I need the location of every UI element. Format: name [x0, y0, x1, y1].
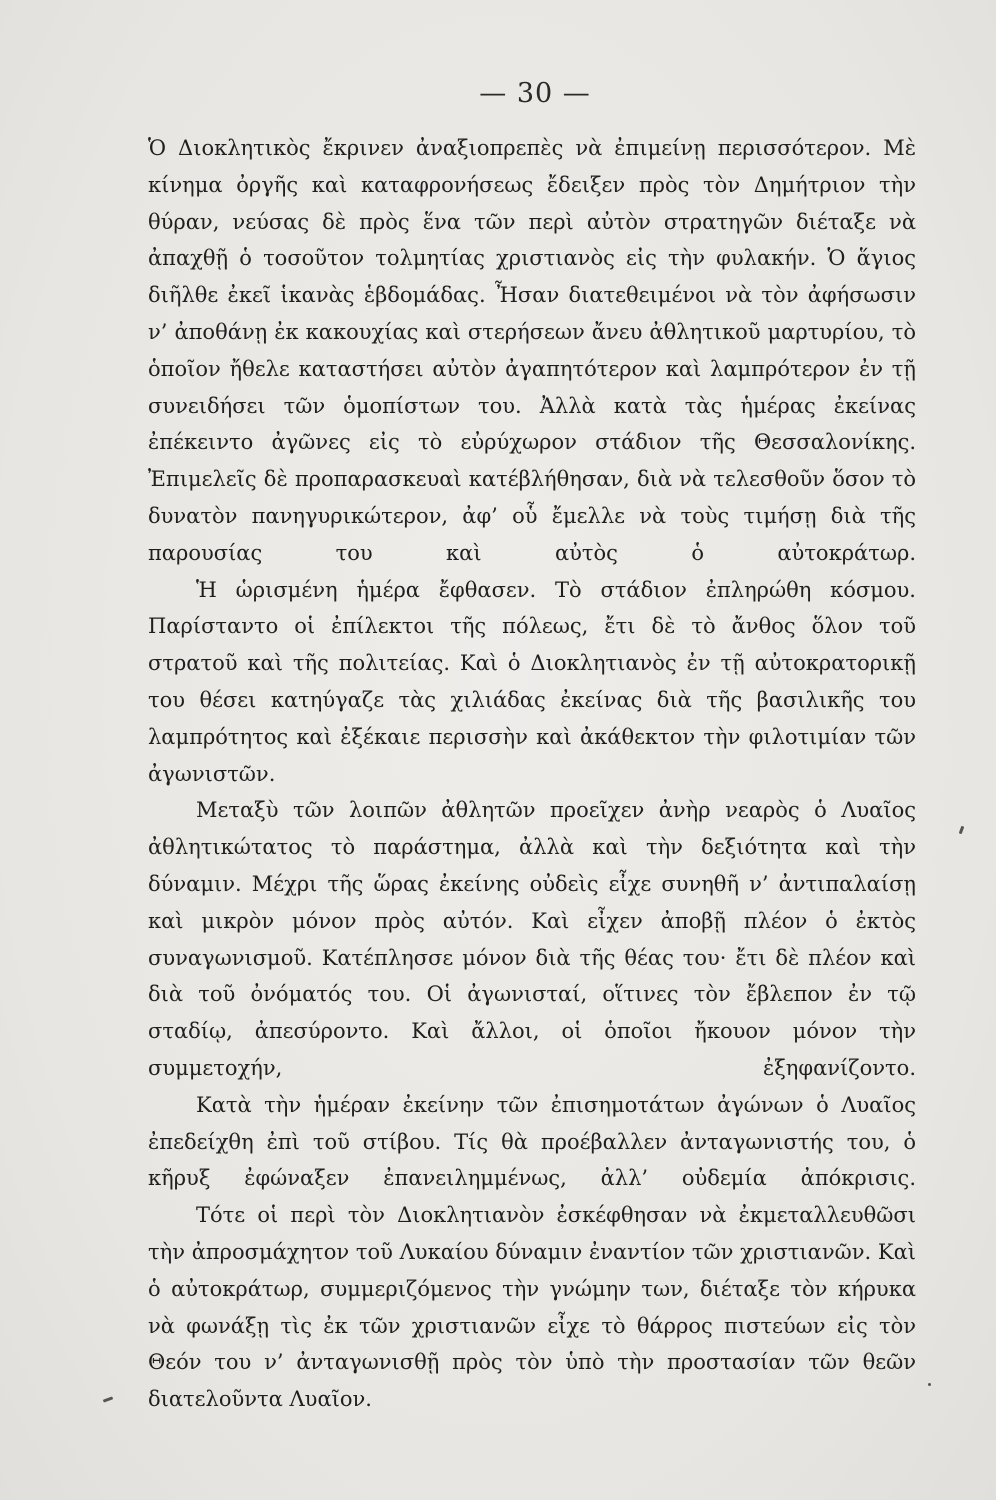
paragraph-5: Τότε οἱ περὶ τὸν Διοκλητιανὸν ἐσκέφθησαν νὰ ἐκμεταλλευθῶσι τὴν ἀπροσμάχητον τοῦ Λυκαίου δύναμιν ἐναντίον τῶν χριστιανῶν. Καὶ ὁ αὐτοκράτωρ, συμμεριζόμενος τὴν γνώμην των, διέταξε τὸν κήρυκα νὰ φωνάξῃ τὶς ἐκ τῶν χριστιανῶν εἶχε τὸ θάρρος πιστεύων εἰς τὸν Θεόν του ν’ ἀνταγωνισθῇ πρὸς τὸν ὑπὸ τὴν προστασίαν τῶν θεῶν διατελοῦντα Λυαῖον. — [148, 1203, 916, 1412]
paragraph-2: Ἡ ὡρισμένη ἡμέρα ἔφθασεν. Τὸ στάδιον ἐπληρώθη κόσμου. Παρίσταντο οἱ ἐπίλεκτοι τῆς πόλεως, ἔτι δὲ τὸ ἄνθος ὅλον τοῦ στρατοῦ καὶ τῆς πολιτείας. Καὶ ὁ Διοκλητιανὸς ἐν τῇ αὐτοκρατορικῇ του θέσει κατηύγαζε τὰς χιλιάδας ἐκείνας διὰ τῆς βασιλικῆς του λαμπρότητος καὶ ἐξέκαιε περισσὴν καὶ ἀκάθεκτον τὴν φιλοτιμίαν τῶν ἀγωνιστῶν. — [148, 577, 916, 786]
paragraph-3: Μεταξὺ τῶν λοιπῶν ἀθλητῶν προεῖχεν ἀνὴρ νεαρὸς ὁ Λυαῖος ἀθλητικώτατος τὸ παράστημα, ἀλλὰ καὶ τὴν δεξιότητα καὶ τὴν δύναμιν. Μέχρι τῆς ὥρας ἐκείνης οὐδεὶς εἶχε συνηθῆ ν’ ἀντιπαλαίσῃ καὶ μικρὸν μόνον πρὸς αὐτόν. Καὶ εἶχεν ἀποβῇ πλέον ὁ ἐκτὸς συναγωνισμοῦ. Κατέπλησσε μόνον διὰ τῆς θέας του· ἔτι δὲ πλέον καὶ διὰ τοῦ ὀνόματός του. Οἱ ἀγωνισταί, οἵτινες τὸν ἔβλεπον ἐν τῷ σταδίῳ, ἀπεσύροντο. Καὶ ἄλλοι, οἱ ὁποῖοι ἤκουον μόνον τὴν συμμετοχήν, ἐξηφανίζοντο. — [148, 798, 916, 1080]
page-number: — 30 — — [479, 78, 591, 109]
body-text — [148, 130, 916, 1418]
paragraph-4: Κατὰ τὴν ἡμέραν ἐκείνην τῶν ἐπισημοτάτων ἀγώνων ὁ Λυαῖος ἐπεδείχθη ἐπὶ τοῦ στίβου. Τίς θὰ προέβαλλεν ἀνταγωνιστής του, ὁ κῆρυξ ἐφώναξεν ἐπανειλημμένως, ἀλλ’ οὐδεμία ἀπόκρισις. — [148, 1092, 916, 1191]
paragraph-1: Ὁ Διοκλητικὸς ἔκρινεν ἀναξιοπρεπὲς νὰ ἐπιμείνῃ περισσότερον. Μὲ κίνημα ὀργῆς καὶ καταφρονήσεως ἔδειξεν πρὸς τὸν Δημήτριον τὴν θύραν, νεύσας δὲ πρὸς ἕνα τῶν περὶ αὐτὸν στρατηγῶν διέταξε νὰ ἀπαχθῇ ὁ τοσοῦτον τολμητίας χριστιανὸς εἰς τὴν φυλακήν. Ὁ ἅγιος διῆλθε ἐκεῖ ἱκανὰς ἑβδομάδας. Ἦσαν διατεθειμένοι νὰ τὸν ἀφήσωσιν ν’ ἀποθάνῃ ἐκ κακουχίας καὶ στερήσεων ἄνευ ἀθλητικοῦ μαρτυρίου, τὸ ὁποῖον ἤθελε καταστήσει αὐτὸν ἀγαπητότερον καὶ λαμπρότερον ἐν τῇ συνειδήσει τῶν ὁμοπίστων του. Ἀλλὰ κατὰ τὰς ἡμέρας ἐκείνας ἐπέκειντο ἀγῶνες εἰς τὸ εὐρύχωρον στάδιον τῆς Θεσσαλονίκης. Ἐπιμελεῖς δὲ προπαρασκευαὶ κατέβλήθησαν, διὰ νὰ τελεσθοῦν ὅσον τὸ δυνατὸν πανηγυρικώτερον, ἀφ’ οὗ ἔμελλε νὰ τοὺς τιμήσῃ διὰ τῆς παρουσίας του καὶ αὐτὸς ὁ αὐτοκράτωρ. — [148, 136, 916, 565]
print-speck — [103, 1396, 113, 1402]
print-speck — [928, 1383, 931, 1386]
print-speck — [959, 826, 965, 835]
